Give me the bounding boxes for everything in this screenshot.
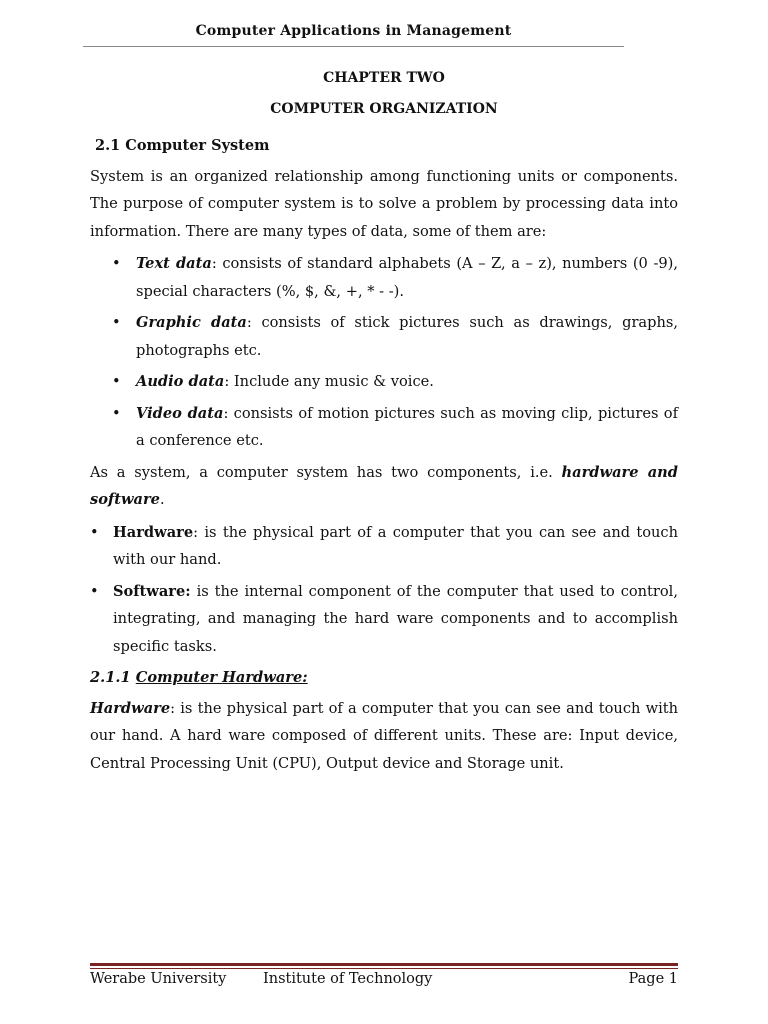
data-type-term: Text data	[136, 255, 212, 272]
data-type-term: Video data	[136, 404, 224, 422]
bullet-icon: •	[112, 404, 121, 422]
data-type-desc: : Include any music & voice.	[224, 373, 434, 390]
bullet-icon: •	[90, 582, 99, 600]
footer-page-number: Page 1	[628, 971, 678, 987]
footer-institute: Institute of Technology	[263, 971, 433, 987]
page-header-title: Computer Applications in Management	[195, 23, 512, 39]
list-item	[90, 368, 678, 396]
bullet-icon: •	[112, 314, 121, 331]
subsection-text: : is the physical part of a computer that you can see and touch with our hand. A hard ware composed of different units. These are: Input device, Central Processing Unit (CPU), Output device and Storage unit.	[90, 699, 678, 772]
subsection-term: Hardware	[90, 699, 171, 717]
bullet-icon: •	[112, 373, 121, 390]
list-item	[90, 250, 678, 305]
components-intro-text: As a system, a computer system has two components, i.e.	[90, 463, 562, 481]
list-item	[90, 309, 678, 364]
subsection-title: Computer Hardware:	[135, 669, 308, 686]
chapter-title: COMPUTER ORGANIZATION	[270, 101, 498, 117]
bullet-icon: •	[90, 523, 99, 541]
footer-university: Werabe University	[90, 971, 227, 987]
components-list	[90, 519, 678, 661]
data-type-desc: : consists of motion pictures such as moving clip, pictures of a conference etc.	[136, 404, 678, 449]
subsection-body	[90, 695, 678, 778]
component-term: Software:	[113, 582, 191, 600]
data-type-desc: : consists of standard alphabets (A – Z, a – z), numbers (0 -9), special characters (%, $, &, +, * - -).	[136, 255, 679, 300]
section-intro: System is an organized relationship among functioning units or components. The purpose of computer system is to solve a problem by processing data into information. There are many types of data, some of them are:	[90, 167, 678, 240]
data-type-term: Audio data	[136, 373, 225, 390]
footer-divider-thick	[90, 963, 678, 966]
footer-divider-thin	[90, 968, 678, 969]
chapter-number: CHAPTER TWO	[323, 70, 445, 86]
list-item	[90, 578, 678, 661]
section-heading: 2.1 Computer System	[95, 137, 270, 154]
subsection-heading	[90, 664, 678, 692]
component-term: Hardware	[113, 523, 194, 541]
component-desc: is the internal component of the computer that used to control, integrating, and managing the hard ware components and to accomplish specific tasks.	[113, 582, 678, 655]
subsection-number: 2.1.1	[90, 669, 136, 686]
page-body	[90, 132, 678, 777]
data-types-list	[90, 250, 678, 455]
components-intro	[90, 459, 678, 514]
data-type-desc: : consists of stick pictures such as drawings, graphs, photographs etc.	[136, 314, 678, 359]
list-item	[90, 400, 678, 455]
components-term: hardware and software	[90, 463, 678, 508]
components-end: .	[159, 491, 165, 508]
bullet-icon: •	[112, 255, 121, 272]
header-divider	[83, 46, 624, 47]
component-desc: : is the physical part of a computer that you can see and touch with our hand.	[113, 523, 678, 568]
list-item	[90, 519, 678, 574]
data-type-term: Graphic data	[136, 314, 247, 331]
